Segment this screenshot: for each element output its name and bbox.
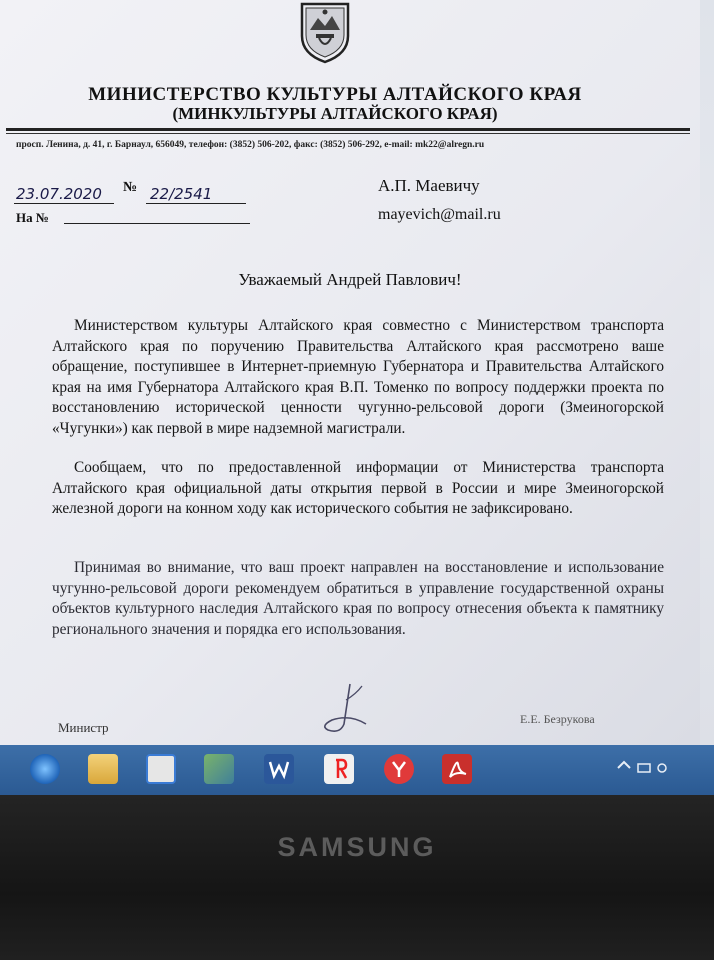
taskbar (0, 745, 714, 795)
start-orb-icon[interactable] (30, 754, 60, 784)
pdf-reader-icon[interactable] (442, 754, 472, 784)
letter-date: 23.07.2020 (16, 185, 102, 203)
signer-name: Е.Е. Безрукова (520, 712, 595, 726)
word-icon[interactable] (264, 754, 294, 784)
yandex-glyph-icon (324, 754, 354, 784)
header-rule-thick (6, 128, 690, 131)
recipient-email: mayevich@mail.ru (378, 206, 501, 223)
yandex-icon[interactable] (324, 754, 354, 784)
yandex-browser-icon[interactable] (384, 754, 414, 784)
recipient-name: А.П. Маевичу (378, 176, 480, 195)
paragraph-2: Сообщаем, что по предоставленной информации от Министерства транспорта Алтайского края официальной даты открытия первой в России и мире Змеиногорской железной дороги на конном ходу как исторического события не зафиксировано. (52, 459, 664, 518)
reference-label: На № (16, 210, 49, 225)
date-underline (14, 203, 114, 204)
number-underline (146, 203, 246, 204)
photos-icon[interactable] (204, 754, 234, 784)
paragraph-1: Министерством культуры Алтайского края совместно с Министерством транспорта Алтайского края по поручению Правительства Алтайского края рассмотрено ваше обращение, поступившее в Интернет-приемную Губернатора и Правительства Алтайского края на имя Губернатора Алтайского края В.П. Томенко по вопросу поддержки проекта по восстановлению исторической ценности чугунно-рельсовой дороги (Змеиногорской «Чугунки») как первой в мире надземной магистрали. (52, 317, 664, 437)
store-icon[interactable] (146, 754, 176, 784)
signature-mark (310, 680, 390, 740)
number-label: № (123, 180, 138, 195)
reference-underline (64, 223, 250, 224)
acrobat-glyph-icon (442, 754, 472, 784)
header-rule-thin (6, 133, 690, 134)
address-line: просп. Ленина, д. 41, г. Барнаул, 656049, телефон: (3852) 506-202, факс: (3852) 506-292, e-mail: mk22@alregn.ru (16, 140, 485, 150)
file-explorer-icon[interactable] (88, 754, 118, 784)
monitor-brand-logo: SAMSUNG (277, 832, 437, 862)
word-glyph-icon (264, 754, 294, 784)
system-tray-icon[interactable] (612, 754, 672, 784)
monitor-bezel (0, 795, 714, 960)
ministry-short-title: (МИНКУЛЬТУРЫ АЛТАЙСКОГО КРАЯ) (172, 104, 498, 123)
outgoing-number: 22/2541 (150, 185, 213, 203)
browser-glyph-icon (384, 754, 414, 784)
ministry-title: МИНИСТЕРСТВО КУЛЬТУРЫ АЛТАЙСКОГО КРАЯ (88, 84, 582, 105)
tray-glyphs-icon (612, 754, 672, 784)
coat-of-arms-icon (296, 0, 354, 64)
salutation: Уважаемый Андрей Павлович! (238, 270, 462, 289)
paragraph-3: Принимая во внимание, что ваш проект направлен на восстановление и использование чугунно-рельсовой дороги рекомендуем обратиться в управление государственной охраны объектов культурного наследия Алтайского края по вопросу отнесения объекта к памятнику регионального значения и порядка его использования. (52, 559, 664, 638)
signer-title: Министр (58, 720, 109, 735)
